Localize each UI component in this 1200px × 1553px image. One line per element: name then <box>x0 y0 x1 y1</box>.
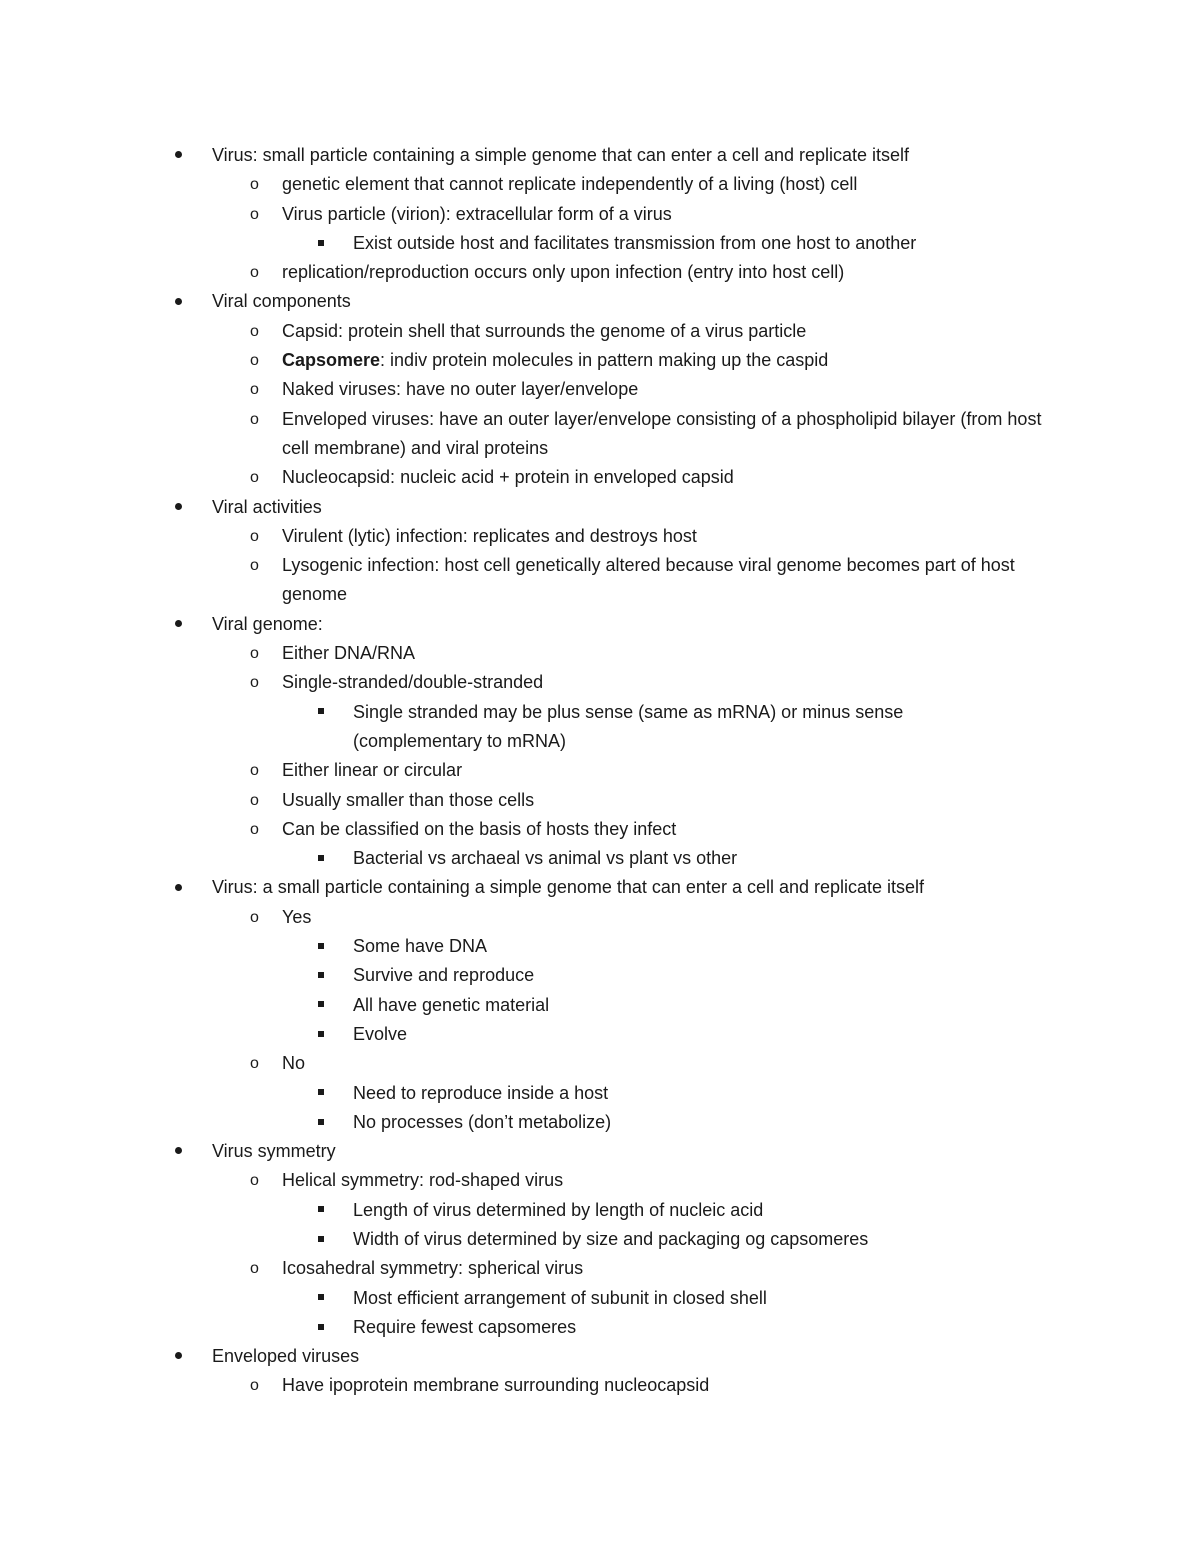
outline-item-text: Have ipoprotein membrane surrounding nucleocapsid <box>282 1375 710 1396</box>
outline-item-text: Require fewest capsomeres <box>353 1316 577 1337</box>
outline-item-level-1 <box>0 170 1200 199</box>
bullet-circle-icon: o <box>250 381 259 399</box>
bullet-square-icon <box>318 1108 324 1137</box>
bullet-circle-icon: o <box>250 820 259 838</box>
outline-item-level-1 <box>0 1254 1200 1283</box>
bullet-circle-icon: o <box>250 645 259 663</box>
bullet-dot-icon <box>175 141 182 170</box>
outline-item-level-0 <box>0 141 1200 170</box>
outline-item-level-1 <box>0 551 1200 610</box>
outline-item-text: Nucleocapsid: nucleic acid + protein in enveloped capsid <box>282 467 734 488</box>
outline-item-level-0 <box>0 610 1200 639</box>
outline-item-text: Enveloped viruses <box>212 1346 360 1367</box>
outline-item-level-1 <box>0 668 1200 697</box>
outline-item-text: Virus particle (virion): extracellular form of a virus <box>282 203 672 224</box>
outline-item-level-2 <box>0 961 1200 990</box>
bullet-circle-icon: o <box>250 1172 259 1190</box>
outline-item-level-0 <box>0 493 1200 522</box>
bullet-circle-icon: o <box>250 352 259 370</box>
bullet-circle-icon: o <box>250 1377 259 1395</box>
outline-item-level-1 <box>0 258 1200 287</box>
outline-item-level-0 <box>0 873 1200 902</box>
outline-item-text: Enveloped viruses: have an outer layer/envelope consisting of a phospholipid bilayer (from host cell membrane) and viral proteins <box>282 408 1042 458</box>
outline-item-text: Survive and reproduce <box>353 965 535 986</box>
bullet-circle-icon: o <box>250 1260 259 1278</box>
outline-item-text: Naked viruses: have no outer layer/envelope <box>282 379 639 400</box>
bullet-square-icon <box>318 1284 324 1313</box>
outline-item-level-1 <box>0 756 1200 785</box>
bullet-square-icon <box>318 1020 324 1049</box>
outline-item-level-0 <box>0 1342 1200 1371</box>
outline-item-level-2 <box>0 1284 1200 1313</box>
bullet-square-icon <box>318 991 324 1020</box>
outline-item-level-1 <box>0 786 1200 815</box>
outline-item-text: Exist outside host and facilitates transmission from one host to another <box>353 232 917 253</box>
bullet-circle-icon: o <box>250 674 259 692</box>
outline-item-text: Can be classified on the basis of hosts they infect <box>282 818 677 839</box>
outline-item-text: genetic element that cannot replicate independently of a living (host) cell <box>282 174 858 195</box>
bullet-circle-icon: o <box>250 1055 259 1073</box>
outline-item-text: Capsid: protein shell that surrounds the genome of a virus particle <box>282 320 807 341</box>
outline-item-text: No processes (don’t metabolize) <box>353 1111 612 1132</box>
bullet-circle-icon: o <box>250 322 259 340</box>
outline-list <box>0 141 1200 1401</box>
outline-item-text: Icosahedral symmetry: spherical virus <box>282 1258 584 1279</box>
bullet-square-icon <box>318 1313 324 1342</box>
outline-item-level-1 <box>0 405 1200 464</box>
outline-item-text: Viral genome: <box>212 613 323 634</box>
outline-item-level-1 <box>0 1371 1200 1400</box>
bullet-square-icon <box>318 1225 324 1254</box>
outline-item-text: Viral activities <box>212 496 322 517</box>
bullet-square-icon <box>318 698 324 727</box>
term-definition: : indiv protein molecules in pattern making up the caspid <box>380 350 829 371</box>
bullet-square-icon <box>318 961 324 990</box>
bullet-dot-icon <box>175 493 182 522</box>
outline-item-text: Virus symmetry <box>212 1141 336 1162</box>
outline-item-text: replication/reproduction occurs only upon infection (entry into host cell) <box>282 262 845 283</box>
outline-item-text: Bacterial vs archaeal vs animal vs plant vs other <box>353 848 738 869</box>
outline-item-level-1 <box>0 903 1200 932</box>
bullet-circle-icon: o <box>250 264 259 282</box>
bullet-circle-icon: o <box>250 176 259 194</box>
outline-item-text: Virus: a small particle containing a simple genome that can enter a cell and replicate itself <box>212 877 925 898</box>
bullet-circle-icon: o <box>250 410 259 428</box>
outline-item-level-2 <box>0 698 1200 757</box>
outline-item-text: All have genetic material <box>353 994 550 1015</box>
outline-item-level-1 <box>0 522 1200 551</box>
bullet-dot-icon <box>175 1137 182 1166</box>
outline-item-level-1 <box>0 200 1200 229</box>
outline-item-text: Either linear or circular <box>282 760 463 781</box>
bullet-circle-icon: o <box>250 469 259 487</box>
bullet-dot-icon <box>175 287 182 316</box>
bullet-dot-icon <box>175 610 182 639</box>
outline-item-text: Length of virus determined by length of nucleic acid <box>353 1199 764 1220</box>
outline-item-level-2 <box>0 1079 1200 1108</box>
outline-item-level-2 <box>0 1020 1200 1049</box>
outline-item-level-2 <box>0 932 1200 961</box>
outline-item-level-1 <box>0 1166 1200 1195</box>
bullet-circle-icon: o <box>250 762 259 780</box>
outline-item-level-1 <box>0 1049 1200 1078</box>
bullet-square-icon <box>318 1079 324 1108</box>
outline-item-level-1 <box>0 317 1200 346</box>
outline-item-level-2 <box>0 844 1200 873</box>
outline-item-level-2 <box>0 1196 1200 1225</box>
outline-item-level-1 <box>0 375 1200 404</box>
bullet-dot-icon <box>175 1342 182 1371</box>
outline-item-level-1 <box>0 815 1200 844</box>
bullet-circle-icon: o <box>250 205 259 223</box>
outline-item-text: Width of virus determined by size and packaging og capsomeres <box>353 1228 869 1249</box>
outline-item-level-2 <box>0 229 1200 258</box>
outline-item-level-2 <box>0 1225 1200 1254</box>
outline-item-text: Lysogenic infection: host cell genetically altered because viral genome becomes part of host genome <box>282 555 1015 605</box>
outline-item-text: Most efficient arrangement of subunit in closed shell <box>353 1287 767 1308</box>
outline-item-text: No <box>282 1053 306 1074</box>
bold-term: Capsomere <box>282 350 381 371</box>
bullet-circle-icon: o <box>250 791 259 809</box>
outline-item-level-2 <box>0 1313 1200 1342</box>
outline-item-text: Either DNA/RNA <box>282 643 416 664</box>
outline-item-level-0 <box>0 1137 1200 1166</box>
outline-item-text: Single-stranded/double-stranded <box>282 672 544 693</box>
outline-item-text: Virulent (lytic) infection: replicates and destroys host <box>282 525 697 546</box>
outline-item-level-0 <box>0 287 1200 316</box>
outline-item-text: Yes <box>282 906 312 927</box>
outline-item-text: Usually smaller than those cells <box>282 789 535 810</box>
outline-item-text: Single stranded may be plus sense (same as mRNA) or minus sense (complementary to mRNA) <box>353 701 904 751</box>
outline-item-level-1 <box>0 346 1200 375</box>
outline-item-text <box>282 346 1052 375</box>
bullet-circle-icon: o <box>250 527 259 545</box>
bullet-square-icon <box>318 229 324 258</box>
outline-item-text: Virus: small particle containing a simple genome that can enter a cell and replicate itself <box>212 145 910 165</box>
outline-item-text: Need to reproduce inside a host <box>353 1082 609 1103</box>
outline-item-text: Some have DNA <box>353 936 488 957</box>
outline-item-text: Viral components <box>212 291 351 312</box>
outline-item-text: Evolve <box>353 1023 408 1044</box>
outline-item-level-1 <box>0 463 1200 492</box>
bullet-dot-icon <box>175 873 182 902</box>
bullet-square-icon <box>318 844 324 873</box>
outline-item-text: Helical symmetry: rod-shaped virus <box>282 1170 564 1191</box>
bullet-square-icon <box>318 932 324 961</box>
outline-item-level-2 <box>0 1108 1200 1137</box>
bullet-square-icon <box>318 1196 324 1225</box>
outline-item-level-1 <box>0 639 1200 668</box>
bullet-circle-icon: o <box>250 557 259 575</box>
bullet-circle-icon: o <box>250 908 259 926</box>
outline-item-level-2 <box>0 991 1200 1020</box>
